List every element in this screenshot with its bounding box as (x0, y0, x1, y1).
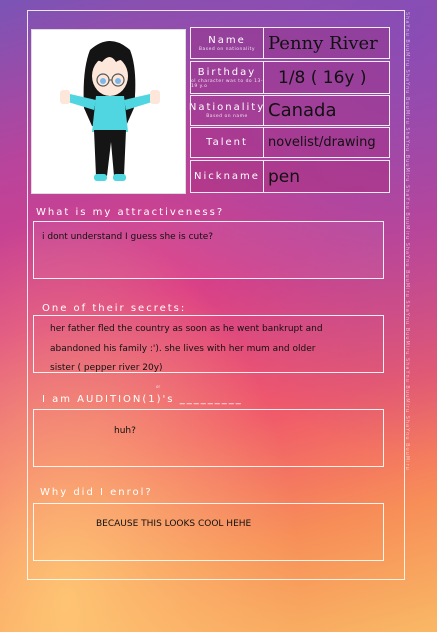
audition-question: I am AUDITION(1)'s _________ (42, 394, 243, 405)
nationality-label-cell (190, 95, 264, 126)
name-sublabel: Based on nationality (198, 46, 256, 52)
nickname-label-cell (190, 160, 264, 193)
enrol-question: Why did I enrol? (40, 487, 153, 498)
info-row-nickname (190, 160, 390, 193)
secret-line: her father fled the country as soon as he went bankrupt and (50, 324, 323, 334)
info-row-nationality (190, 95, 390, 126)
info-row-name (190, 27, 390, 59)
audition-answer-box (33, 409, 384, 467)
nickname-value: pen (264, 160, 390, 193)
nationality-value: Canada (264, 95, 390, 126)
talent-label-cell (190, 127, 264, 158)
nationality-label: Nationality (188, 102, 266, 113)
name-label: Name (208, 34, 246, 46)
enrol-answer: BECAUSE THIS LOOKS COOL HEHE (96, 519, 252, 529)
audition-answer: huh? (114, 426, 136, 436)
secret-line: sister ( pepper river 20y) (50, 363, 163, 373)
attractiveness-question: What is my attractiveness? (36, 207, 225, 218)
name-value: Penny River (264, 27, 390, 59)
birthday-label-cell (190, 61, 264, 94)
character-portrait (31, 29, 186, 194)
talent-label: Talent (206, 137, 248, 148)
watermark-text: ShaYnu BuuMiru ShaYnu BuuMiru ShaYnu BuuMiru ShaYnu BuuMiru ShaYnu BuuMiru ShaYnu BuuMiru ShaYnu BuuMiru ShaYnu BuuMiru (404, 12, 410, 471)
side-watermark (404, 12, 416, 576)
small-mark: or (156, 384, 161, 389)
attractiveness-answer: i dont understand I guess she is cute? (42, 232, 214, 242)
attractiveness-answer-box (33, 221, 384, 279)
secret-question: One of their secrets: (42, 303, 187, 314)
info-row-birthday (190, 61, 390, 94)
secret-line: abandoned his family :'). she lives with her mum and older (50, 343, 316, 354)
talent-value: novelist/drawing (264, 127, 390, 158)
nickname-label: Nickname (194, 171, 260, 182)
birthday-sublabel: ol character was to do 13-19 y.o (191, 78, 263, 89)
birthday-label: Birthday (197, 66, 257, 78)
info-row-talent (190, 127, 390, 158)
birthday-value: 1/8 ( 16y ) (264, 61, 390, 94)
name-label-cell (190, 27, 264, 59)
nationality-sublabel: Based on name (206, 114, 248, 119)
enrol-answer-box (33, 503, 384, 561)
secret-answer-box (33, 315, 384, 373)
